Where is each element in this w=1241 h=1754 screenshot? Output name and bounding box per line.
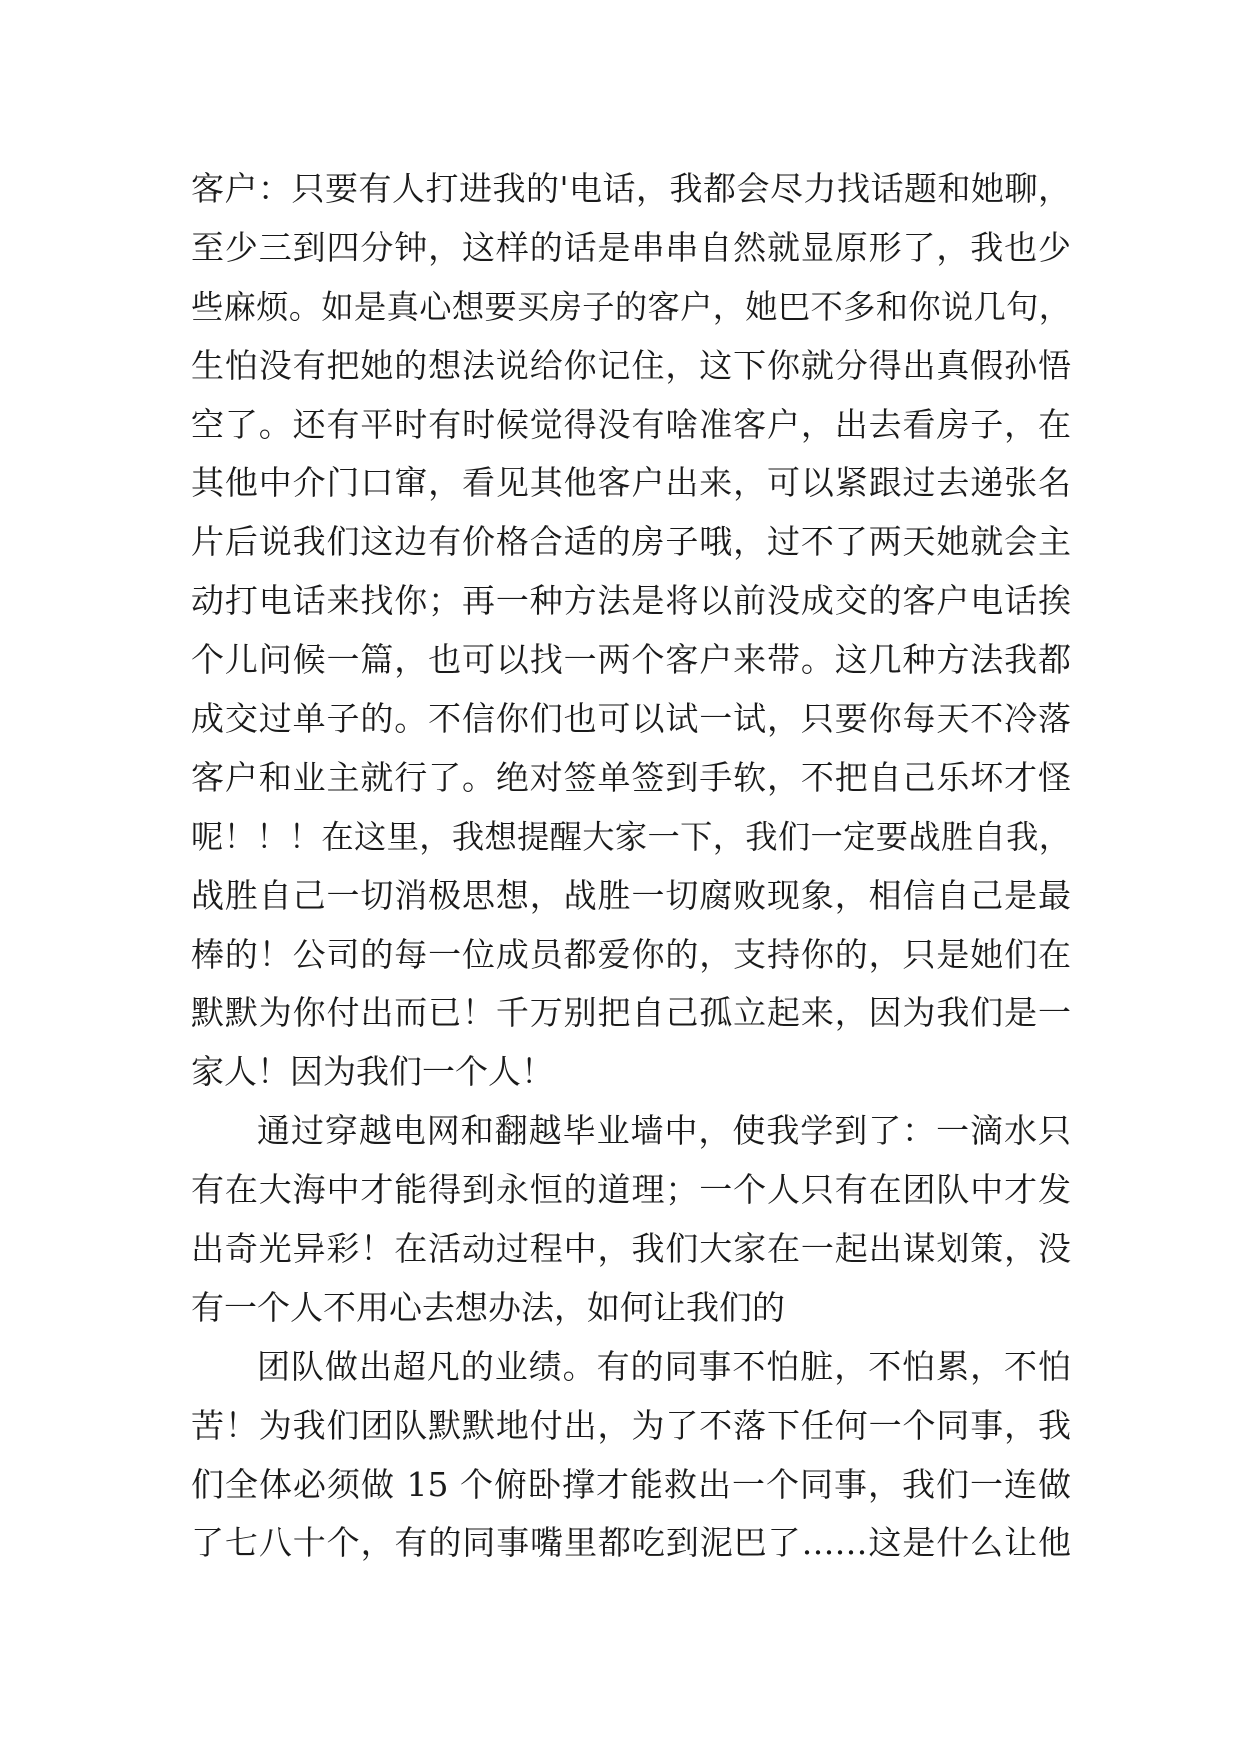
text-line: 生怕没有把她的想法说给你记住，这下你就分得出真假孙悟 — [191, 345, 1071, 385]
text-line: 有一个人不用心去想办法，如何让我们的 — [191, 1287, 785, 1327]
text-line: 呢！！！在这里，我想提醒大家一下，我们一定要战胜自我， — [191, 817, 1071, 856]
paragraph — [191, 1338, 1071, 1574]
text-line: 个儿问候一篇，也可以找一两个客户来带。这几种方法我都 — [191, 640, 1071, 680]
text-line: 家人！因为我们一个人！ — [191, 1052, 554, 1092]
text-line: 棒的！公司的每一位成员都爱你的，支持你的，只是她们在 — [191, 934, 1071, 974]
text-line: 战胜自己一切消极思想，战胜一切腐败现象，相信自己是最 — [191, 875, 1071, 915]
text-line: 默默为你付出而已！千万别把自己孤立起来，因为我们是一 — [191, 993, 1071, 1033]
text-line: 有在大海中才能得到永恒的道理；一个人只有在团队中才发 — [191, 1170, 1071, 1210]
text-line: 其他中介门口窜，看见其他客户出来，可以紧跟过去递张名 — [191, 463, 1071, 503]
text-line: 了七八十个，有的同事嘴里都吃到泥巴了……这是什么让他 — [191, 1523, 1071, 1563]
text-line: 动打电话来找你；再一种方法是将以前没成交的客户电话挨 — [191, 581, 1071, 621]
text-line: 些麻烦。如是真心想要买房子的客户，她巴不多和你说几句， — [191, 287, 1071, 326]
text-line: 们全体必须做 15 个俯卧撑才能救出一个同事，我们一连做 — [191, 1464, 1071, 1504]
text-line: 成交过单子的。不信你们也可以试一试，只要你每天不冷落 — [191, 699, 1071, 739]
document-body — [191, 160, 1071, 1573]
text-line: 通过穿越电网和翻越毕业墙中，使我学到了：一滴水只 — [257, 1111, 1071, 1151]
paragraph — [191, 1102, 1071, 1338]
text-line: 团队做出超凡的业绩。有的同事不怕脏，不怕累，不怕 — [257, 1346, 1071, 1386]
text-line: 片后说我们这边有价格合适的房子哦，过不了两天她就会主 — [191, 522, 1071, 562]
text-line: 至少三到四分钟，这样的话是串串自然就显原形了，我也少 — [191, 227, 1071, 267]
text-line: 客户和业主就行了。绝对签单签到手软，不把自己乐坏才怪 — [191, 757, 1071, 797]
paragraph — [191, 160, 1071, 1102]
text-line: 出奇光异彩！在活动过程中，我们大家在一起出谋划策，没 — [191, 1229, 1071, 1269]
text-line: 空了。还有平时有时候觉得没有啥准客户，出去看房子，在 — [191, 404, 1071, 444]
text-line: 苦！为我们团队默默地付出，为了不落下任何一个同事，我 — [191, 1405, 1071, 1445]
text-line: 客户：只要有人打进我的'电话，我都会尽力找话题和她聊， — [191, 169, 1071, 208]
